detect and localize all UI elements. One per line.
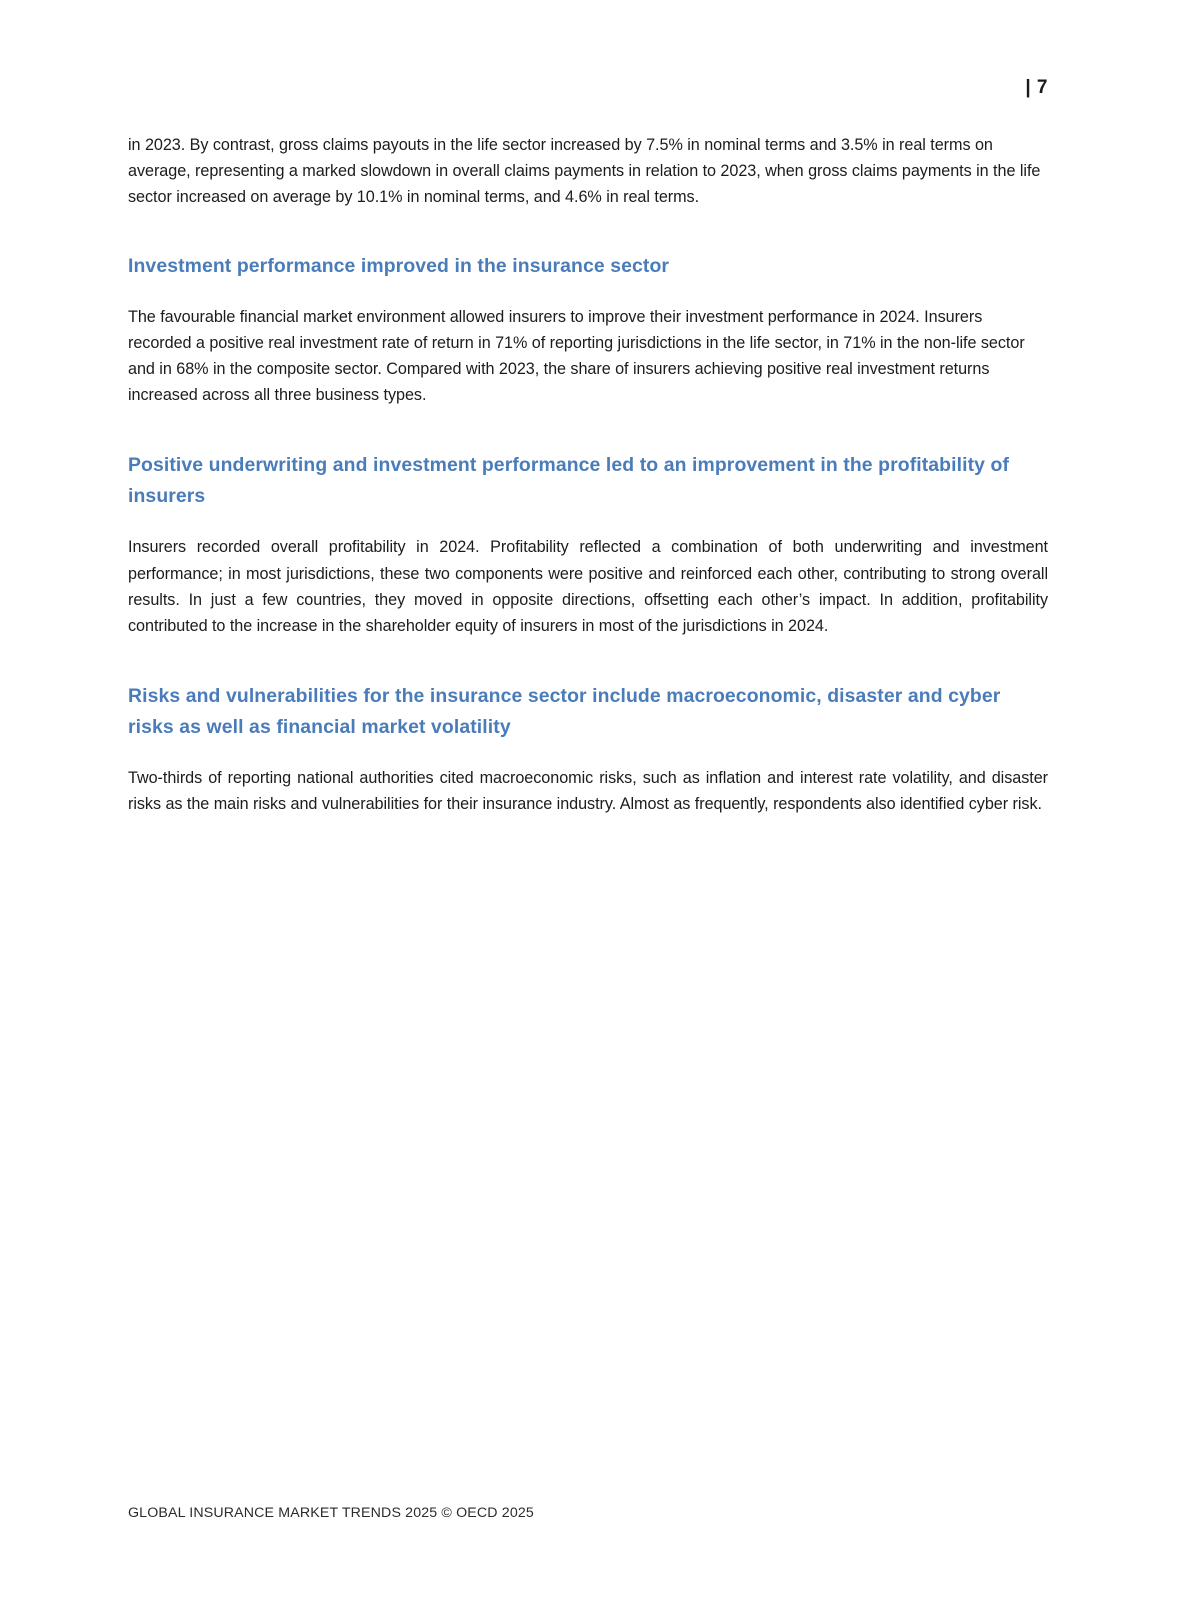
spacer	[128, 408, 1048, 450]
paragraph-investment-performance: The favourable financial market environment allowed insurers to improve their investment performance in 2024. Insurers recorded a positive real investment rate of return in 71% of reporting jurisdictions in the life sector, in 71% in the non-life sector and in 68% in the composite sector. Compared with 2023, the share of insurers achieving positive real investment returns increased across all three business types.	[128, 307, 1025, 405]
paragraph-claims-payouts: in 2023. By contrast, gross claims payouts in the life sector increased by 7.5% in nominal terms and 3.5% in real terms on average, representing a marked slowdown in overall claims payments in relation to 2023, when gross claims payments in the life sector increased on average by 10.1% in nominal terms, and 4.6% in real terms.	[128, 136, 1041, 207]
heading-investment-performance: Investment performance improved in the insurance sector	[128, 254, 670, 277]
spacer	[128, 639, 1048, 681]
page-content	[128, 132, 1048, 818]
page-footer	[128, 1504, 1048, 1522]
heading-profitability: Positive underwriting and investment performance led to an improvement in the profitability of insurers	[128, 454, 1010, 508]
heading-risks-vulnerabilities: Risks and vulnerabilities for the insurance sector include macroeconomic, disaster and cyber risks as well as financial market volatility	[128, 685, 1001, 739]
paragraph-profitability: Insurers recorded overall profitability in 2024. Profitability reflected a combination of both underwriting and investment performance; in most jurisdictions, these two components were positive and reinforced each other, contributing to strong overall results. In just a few countries, they moved in opposite directions, offsetting each other’s impact. In addition, profitability contributed to the increase in the shareholder equity of insurers in most of the jurisdictions in 2024.	[128, 538, 1048, 636]
footer-copyright: GLOBAL INSURANCE MARKET TRENDS 2025 © OECD 2025	[128, 1505, 534, 1521]
page-number: | 7	[1025, 77, 1048, 98]
spacer	[128, 512, 1048, 534]
page-header	[128, 74, 1048, 102]
spacer	[128, 743, 1048, 765]
spacer	[128, 211, 1048, 251]
spacer	[128, 282, 1048, 304]
paragraph-risks-vulnerabilities: Two-thirds of reporting national authorities cited macroeconomic risks, such as inflation and interest rate volatility, and disaster risks as the main risks and vulnerabilities for their insurance industry. Almost as frequently, respondents also identified cyber risk.	[128, 769, 1048, 814]
